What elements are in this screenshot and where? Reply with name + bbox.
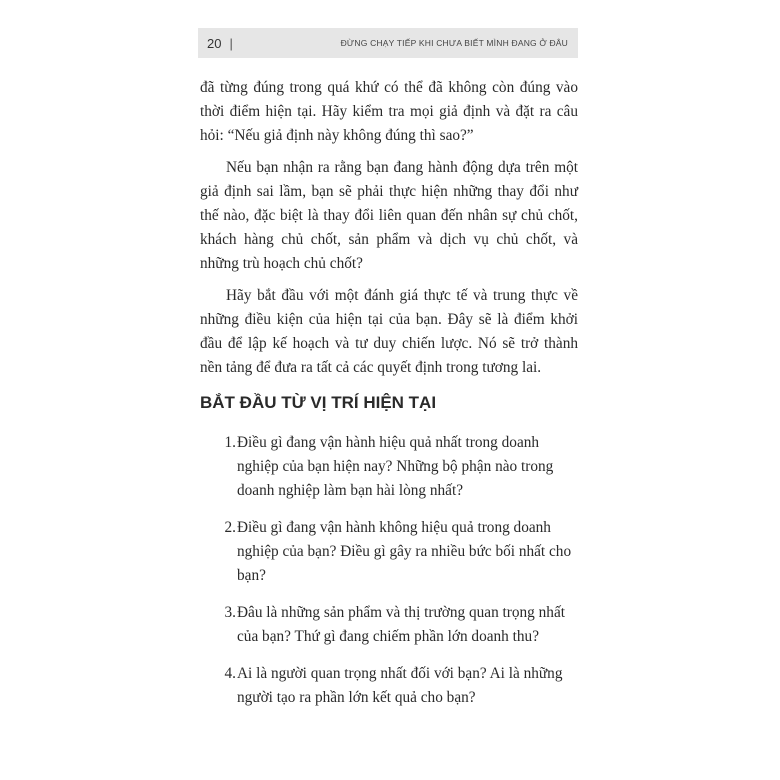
question-list [200, 431, 580, 723]
list-item-text: Ai là người quan trọng nhất đối với bạn? Ai là những người tạo ra phần lớn kết quả cho bạn? [237, 665, 563, 706]
list-item-number: 1. [224, 434, 236, 451]
page-header [198, 28, 578, 58]
list-item-number: 4. [224, 665, 236, 682]
section-heading: BẮT ĐẦU TỪ VỊ TRÍ HIỆN TẠI [200, 393, 437, 412]
list-item-number: 3. [224, 604, 236, 621]
page-number: 20 [207, 35, 222, 51]
list-item [200, 662, 580, 710]
list-item-number: 2. [224, 519, 236, 536]
body-text [200, 76, 578, 388]
list-item-text: Điều gì đang vận hành hiệu quả nhất trong doanh nghiệp của bạn hiện nay? Những bộ phận nào trong doanh nghiệp làm bạn hài lòng nhất? [237, 434, 554, 499]
list-item [200, 516, 580, 588]
list-item-text: Điều gì đang vận hành không hiệu quả trong doanh nghiệp của bạn? Điều gì gây ra nhiều bức bối nhất cho bạn? [237, 519, 572, 584]
list-item-text: Đâu là những sản phẩm và thị trường quan trọng nhất của bạn? Thứ gì đang chiếm phần lớn doanh thu? [237, 604, 565, 645]
paragraph-continued: đã từng đúng trong quá khứ có thể đã không còn đúng vào thời điểm hiện tại. Hãy kiểm tra mọi giả định và đặt ra câu hỏi: “Nếu giả định này không đúng thì sao?” [200, 79, 578, 144]
paragraph: Hãy bắt đầu với một đánh giá thực tế và trung thực về những điều kiện của hiện tại của bạn. Đây sẽ là điểm khởi đầu để lập kế hoạch và tư duy chiến lược. Nó sẽ trở thành nền tảng để đưa ra tất cả các quyết định trong tương lai. [200, 287, 578, 376]
header-separator: | [229, 35, 233, 51]
paragraph: Nếu bạn nhận ra rằng bạn đang hành động dựa trên một giả định sai lầm, bạn sẽ phải thực hiện những thay đổi như thế nào, đặc biệt là thay đổi liên quan đến nhân sự chủ chốt, khách hàng chủ chốt, sản phẩm và dịch vụ chủ chốt, và những trù hoạch chủ chốt? [200, 159, 578, 272]
list-item [200, 431, 580, 503]
running-title: ĐỪNG CHẠY TIẾP KHI CHƯA BIẾT MÌNH ĐANG Ở ĐÂU [340, 38, 568, 48]
list-item [200, 601, 580, 649]
